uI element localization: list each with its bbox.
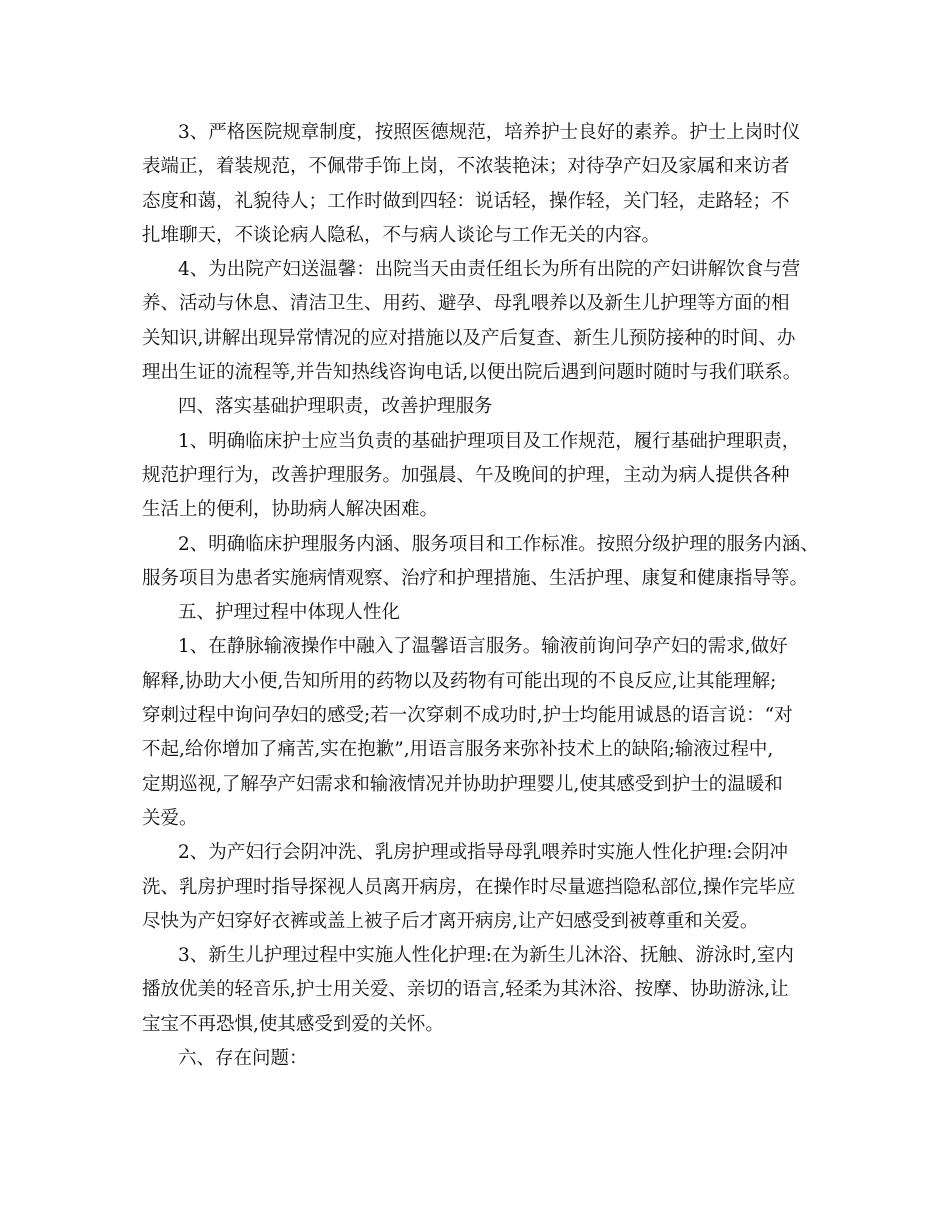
paragraph-line: 态度和蔼，礼貌待人；工作时做到四轻：说话轻，操作轻，关门轻，走路轻；不 [142,190,790,212]
paragraph-line: 3、新生儿护理过程中实施人性化护理:在为新生儿沐浴、抚触、游泳时,室内 [178,945,794,967]
paragraph-line: 服务项目为患者实施病情观察、治疗和护理措施、生活护理、康复和健康指导等。 [142,567,809,589]
paragraph-line: 不起,给你增加了痛苦,实在抱歉”,用语言服务来弥补技术上的缺陷;输液过程中, [142,739,774,761]
section-heading: 四、落实基础护理职责，改善护理服务 [178,396,493,418]
paragraph-line: 扎堆聊天，不谈论病人隐私，不与病人谈论与工作无关的内容。 [142,224,661,246]
paragraph-line: 关知识,讲解出现异常情况的应对措施以及产后复查、新生儿预防接种的时间、办 [142,327,796,349]
paragraph-line: 定期巡视,了解孕产妇需求和输液情况并协助护理婴儿,使其感受到护士的温暖和 [142,773,783,795]
paragraph-line: 规范护理行为，改善护理服务。加强晨、午及晚间的护理，主动为病人提供各种 [142,464,790,486]
paragraph-line: 播放优美的轻音乐,护士用关爱、亲切的语言,轻柔为其沐浴、按摩、协助游泳,让 [142,979,789,1001]
paragraph-line: 生活上的便利，协助病人解决困难。 [142,499,439,521]
paragraph-line: 解释,协助大小便,告知所用的药物以及药物有可能出现的不良反应,让其能理解; [142,670,777,692]
paragraph-line: 尽快为产妇穿好衣裤或盖上被子后才离开病房,让产妇感受到被尊重和关爱。 [142,910,759,932]
paragraph-line: 2、为产妇行会阴冲洗、乳房护理或指导母乳喂养时实施人性化护理:会阴冲 [178,842,789,864]
paragraph-line: 理出生证的流程等,并告知热线咨询电话,以便出院后遇到问题时随时与我们联系。 [142,362,802,384]
document-page [142,116,819,1076]
paragraph-line: 洗、乳房护理时指导探视人员离开病房，在操作时尽量遮挡隐私部位,操作完毕应 [142,876,796,898]
paragraph-line: 养、活动与休息、清洁卫生、用药、避孕、母乳喂养以及新生儿护理等方面的相 [142,293,790,315]
paragraph-line: 表端正，着装规范，不佩带手饰上岗，不浓装艳沫；对待孕产妇及家属和来访者 [142,156,790,178]
paragraph-line: 宝宝不再恐惧,使其感受到爱的关怀。 [142,1013,444,1035]
paragraph-line: 4、为出院产妇送温馨：出院当天由责任组长为所有出院的产妇讲解饮食与营 [178,259,801,281]
paragraph-line: 2、明确临床护理服务内涵、服务项目和工作标准。按照分级护理的服务内涵、 [178,533,819,555]
paragraph-line: 1、明确临床护士应当负责的基础护理项目及工作规范，履行基础护理职责， [178,430,801,452]
paragraph-line: 关爱。 [142,807,198,829]
section-heading: 五、护理过程中体现人性化 [178,602,401,624]
paragraph-line: 穿刺过程中询问孕妇的感受;若一次穿刺不成功时,护士均能用诚恳的语言说：“对 [142,705,793,727]
paragraph-line: 3、严格医院规章制度，按照医德规范，培养护士良好的素养。护士上岗时仪 [178,122,801,143]
paragraph-line: 1、在静脉输液操作中融入了温馨语言服务。输液前询问孕产妇的需求,做好 [178,636,788,658]
section-heading: 六、存在问题： [178,1048,308,1070]
